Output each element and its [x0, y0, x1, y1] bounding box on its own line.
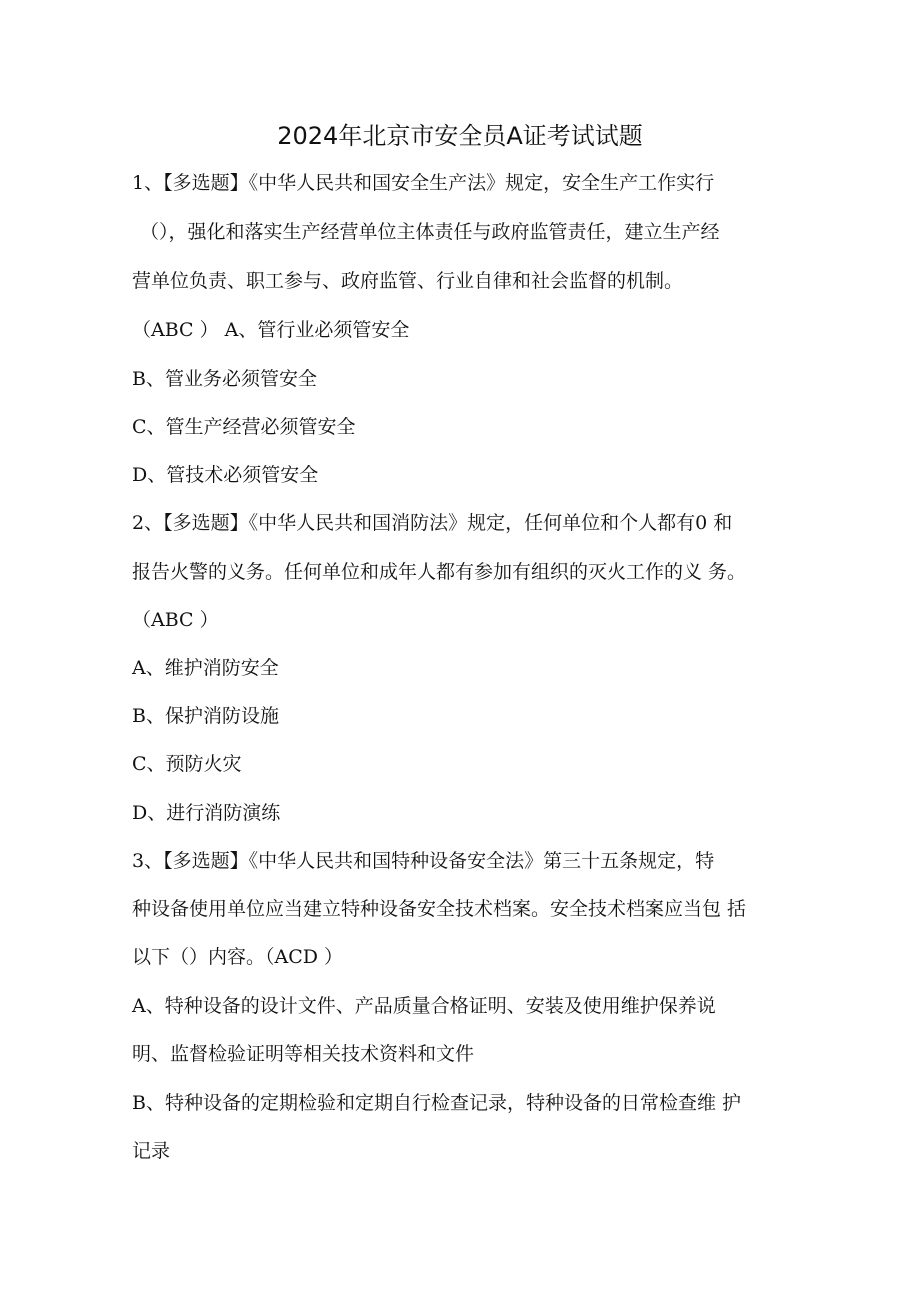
q2-stem-line-2: 报告火警的义务。任何单位和成年人都有参加有组织的灭火工作的义 务。 [132, 561, 747, 583]
q3-option-b-line-1: B、特种设备的定期检验和定期自行检查记录，特种设备的日常检查维 护 [132, 1092, 742, 1114]
q1-stem-line-2: （），强化和落实生产经营单位主体责任与政府监管责任，建立生产经 [140, 221, 720, 243]
q1-stem-line-1: 1、【多选题】《中华人民共和国安全生产法》规定，安全生产工作实行 [132, 172, 715, 194]
q2-option-a: A、维护消防安全 [132, 657, 279, 679]
q2-option-c: C、预防火灾 [132, 753, 242, 775]
q1-answer-and-option-a: （ABC ） A、管行业必须管安全 [132, 319, 410, 341]
page-title: 2024年北京市安全员A证考试试题 [277, 122, 643, 150]
q3-option-a-line-2: 明、监督检验证明等相关技术资料和文件 [132, 1043, 475, 1065]
q2-stem-line-1: 2、【多选题】《中华人民共和国消防法》规定，任何单位和个人都有0 和 [132, 512, 733, 534]
q3-option-a-line-1: A、特种设备的设计文件、产品质量合格证明、安装及使用维护保养说 [132, 995, 716, 1017]
q3-stem-line-1: 3、【多选题】《中华人民共和国特种设备安全法》第三十五条规定，特 [132, 850, 715, 872]
q1-option-d: D、管技术必须管安全 [132, 464, 319, 486]
q2-option-d: D、进行消防演练 [132, 802, 281, 824]
q3-stem-line-3: 以下（）内容。（ACD ） [132, 946, 344, 968]
q1-option-c: C、管生产经营必须管安全 [132, 416, 356, 438]
q1-stem-line-3: 营单位负责、职工参与、政府监管、行业自律和社会监督的机制。 [132, 270, 684, 292]
q2-option-b: B、保护消防设施 [132, 705, 279, 727]
q2-answer: （ABC ） [132, 609, 219, 631]
q3-option-b-line-2: 记录 [132, 1140, 171, 1162]
q3-stem-line-2: 种设备使用单位应当建立特种设备安全技术档案。安全技术档案应当包 括 [132, 898, 747, 920]
q1-option-b: B、管业务必须管安全 [132, 368, 317, 390]
